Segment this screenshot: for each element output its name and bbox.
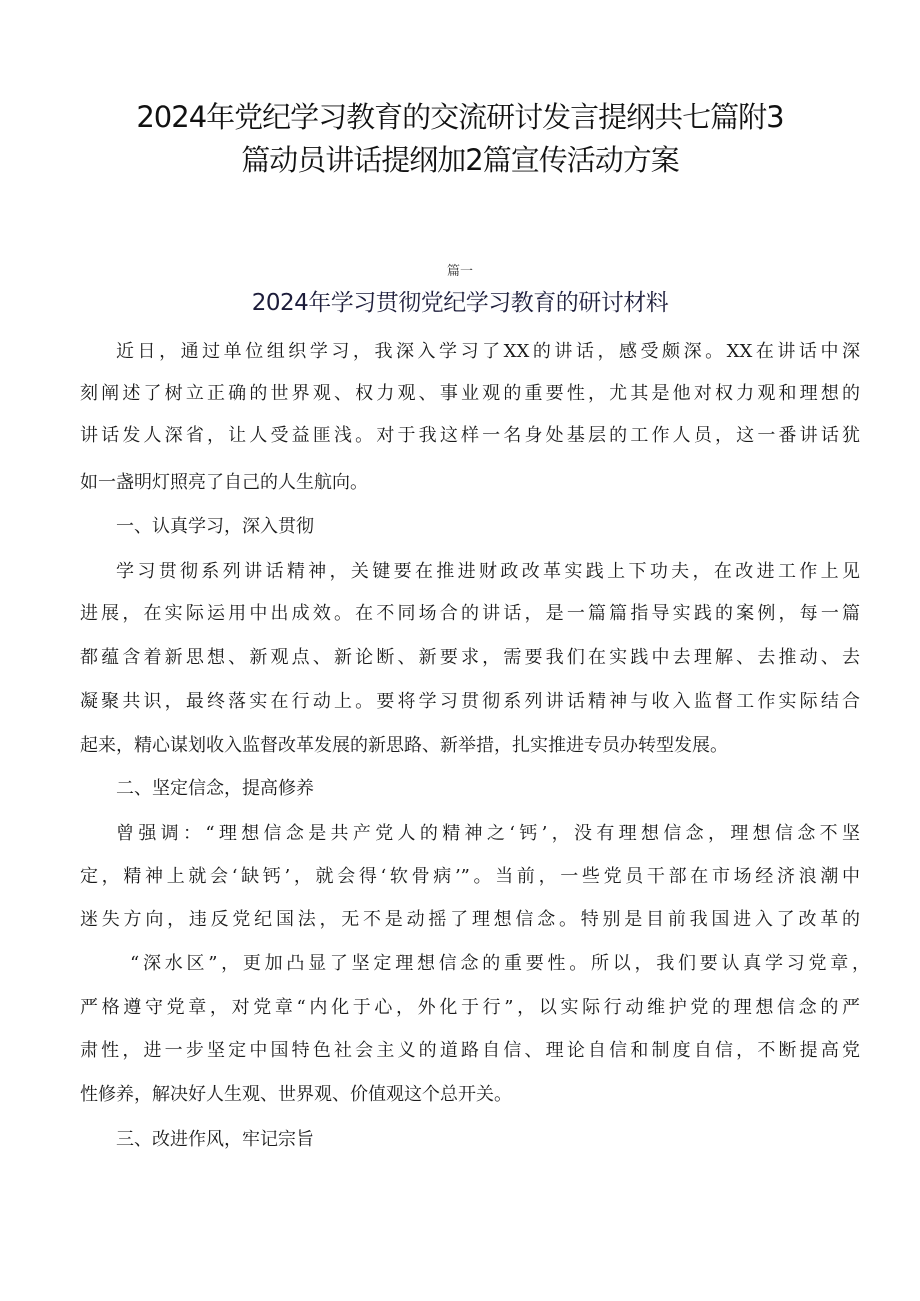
heading-1: 一、认真学习，深入贯彻	[116, 516, 314, 537]
paragraph-3-line: 肃性，进一步坚定中国特色社会主义的道路自信、理论自信和制度自信，不断提高党	[80, 1040, 860, 1061]
paragraph-2-line: 学习贯彻系列讲话精神，关键要在推进财政改革实践上下功夫，在改进工作上见	[116, 561, 860, 582]
heading-2: 二、坚定信念，提高修养	[116, 778, 314, 799]
paragraph-2-line: 都蕴含着新思想、新观点、新论断、新要求，需要我们在实践中去理解、去推动、去	[80, 647, 860, 668]
paragraph-3-line: 迷失方向，违反党纪国法，无不是动摇了理想信念。特别是目前我国进入了改革的	[80, 909, 860, 930]
paragraph-1-line: 讲话发人深省，让人受益匪浅。对于我这样一名身处基层的工作人员，这一番讲话犹	[80, 425, 860, 446]
paragraph-1-line: 如一盏明灯照亮了自己的人生航向。	[80, 472, 368, 493]
paragraph-3-line: 定，精神上就会‘缺钙’，就会得‘软骨病’”。当前，一些党员干部在市场经济浪潮中	[80, 866, 860, 887]
document-title-line-2: 篇动员讲话提纲加2篇宣传活动方案	[241, 143, 679, 177]
paragraph-2-line: 凝聚共识，最终落实在行动上。要将学习贯彻系列讲话精神与收入监督工作实际结合	[80, 691, 860, 712]
paragraph-1-line: 刻阐述了树立正确的世界观、权力观、事业观的重要性，尤其是他对权力观和理想的	[80, 383, 860, 404]
paragraph-2-line: 进展，在实际运用中出成效。在不同场合的讲话，是一篇篇指导实践的案例，每一篇	[80, 603, 860, 624]
paragraph-3-line: 曾强调：“理想信念是共产党人的精神之‘钙’，没有理想信念，理想信念不坚	[116, 823, 860, 844]
paragraph-2-line: 起来，精心谋划收入监督改革发展的新思路、新举措，扎实推进专员办转型发展。	[80, 735, 728, 756]
section-title: 2024年学习贯彻党纪学习教育的研讨材料	[251, 290, 669, 316]
paragraph-1-line: 近日，通过单位组织学习，我深入学习了XX的讲话，感受颇深。XX在讲话中深	[116, 341, 860, 362]
paragraph-3-line: 性修养，解决好人生观、世界观、价值观这个总开关。	[80, 1084, 512, 1105]
section-label: 篇一	[446, 264, 473, 279]
paragraph-3-line: “深水区”，更加凸显了坚定理想信念的重要性。所以，我们要认真学习党章，	[130, 953, 870, 974]
document-title-line-1: 2024年党纪学习教育的交流研讨发言提纲共七篇附3	[136, 100, 784, 134]
paragraph-3-line: 严格遵守党章，对党章“内化于心，外化于行”，以实际行动维护党的理想信念的严	[80, 997, 860, 1018]
heading-3: 三、改进作风，牢记宗旨	[116, 1129, 314, 1150]
